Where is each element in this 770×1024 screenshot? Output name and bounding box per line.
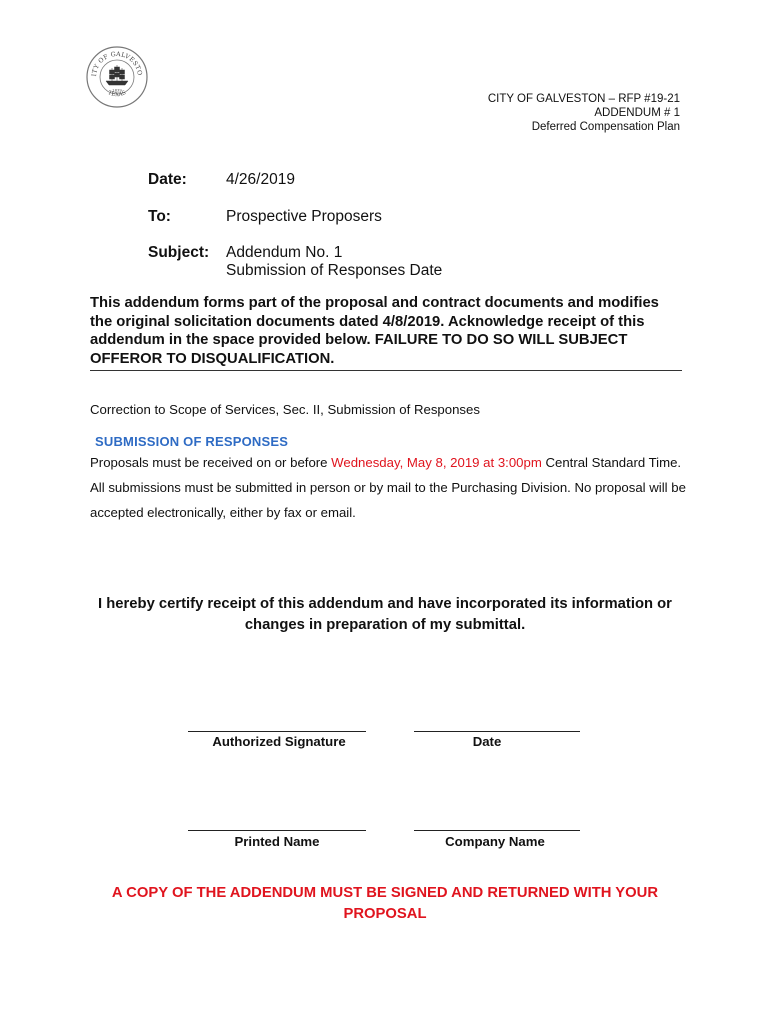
seal-ring-text-bottom: TEXAS	[106, 90, 128, 99]
submission-text-after: Central Standard Time. All submissions must be submitted in person or by mail to the Purchasing Division. No proposal will be accepted electronically, either by fax or email.	[90, 455, 686, 520]
to-value: Prospective Proposers	[226, 208, 382, 225]
printed-name-label: Printed Name	[234, 834, 320, 849]
header-line-addendum: ADDENDUM # 1	[594, 107, 680, 119]
seal-ring-text-top: ITY OF GALVESTO	[90, 50, 144, 77]
date-signature-label: Date	[472, 734, 502, 749]
date-signature-line[interactable]	[414, 731, 580, 732]
subject-value-line2: Submission of Responses Date	[226, 262, 443, 279]
correction-text: Correction to Scope of Services, Sec. II, Submission of Responses	[90, 402, 480, 417]
submission-text-before: Proposals must be received on or before	[90, 455, 332, 470]
printed-name-line[interactable]	[188, 830, 366, 831]
submission-deadline: Wednesday, May 8, 2019 at 3:00pm	[331, 455, 542, 470]
authorized-signature-label: Authorized Signature	[212, 734, 346, 749]
to-label: To:	[148, 208, 171, 225]
submission-heading: SUBMISSION OF RESPONSES	[95, 434, 289, 449]
company-name-line[interactable]	[414, 830, 580, 831]
header-line-plan: Deferred Compensation Plan	[531, 121, 680, 133]
company-name-label: Company Name	[445, 834, 545, 849]
submission-body	[90, 450, 690, 525]
date-value: 4/26/2019	[226, 171, 295, 188]
city-seal-logo	[86, 46, 148, 108]
addendum-notice: This addendum forms part of the proposal and contract documents and modifies the original solicitation documents dated 4/8/2019. Acknowledge receipt of this addendum in the space provided below. FAILURE TO DO SO WILL SUBJECT OFFEROR TO DISQUALIFICATION.	[90, 294, 682, 371]
authorized-signature-line[interactable]	[188, 731, 366, 732]
certification-statement: I hereby certify receipt of this addendum and have incorporated its information or changes in preparation of my submittal.	[98, 596, 672, 633]
seal-year: 1839	[112, 87, 122, 93]
subject-value-line1: Addendum No. 1	[226, 244, 343, 261]
subject-label: Subject:	[148, 244, 210, 261]
ship-icon	[106, 65, 128, 85]
header-line-rfp: CITY OF GALVESTON – RFP #19-21	[487, 93, 680, 105]
date-label: Date:	[148, 171, 187, 188]
return-copy-notice: A COPY OF THE ADDENDUM MUST BE SIGNED AND RETURNED WITH YOUR PROPOSAL	[111, 885, 659, 922]
